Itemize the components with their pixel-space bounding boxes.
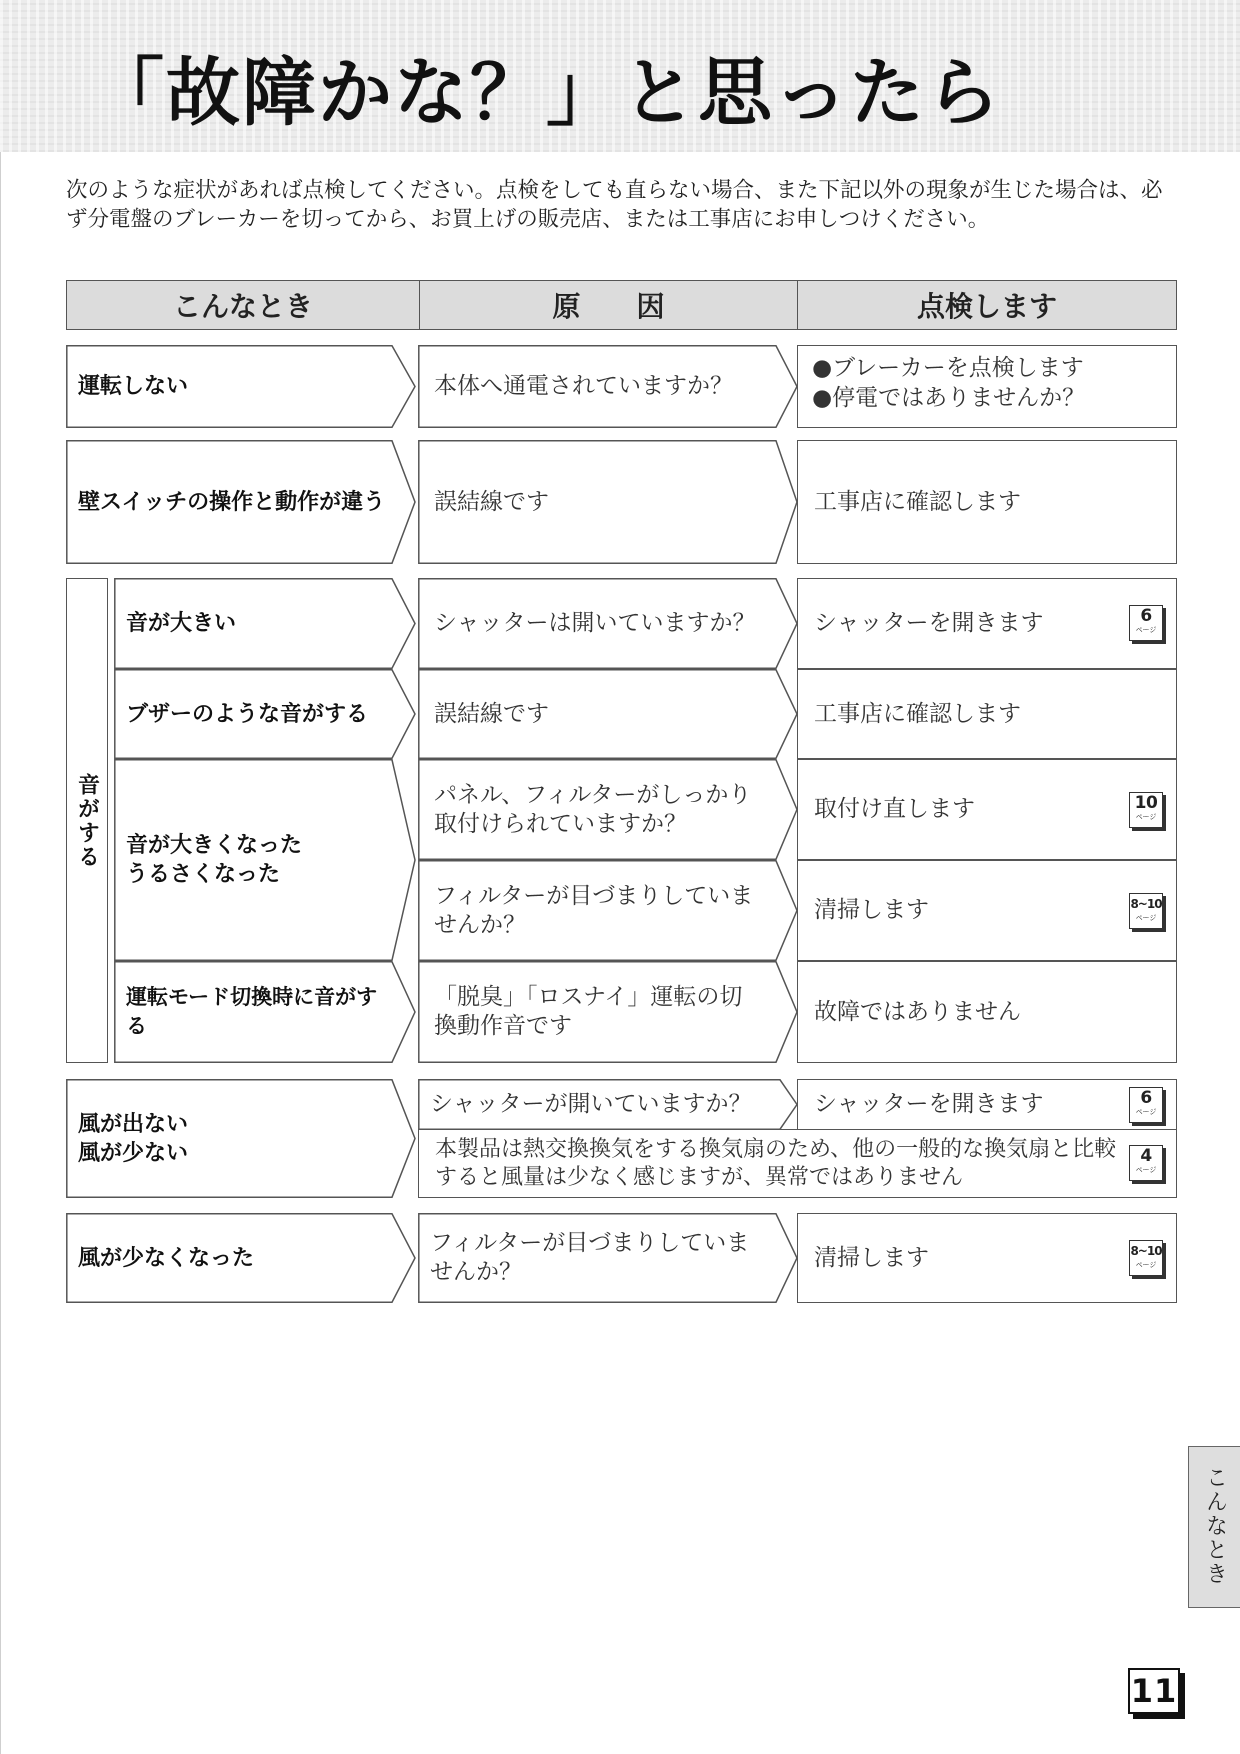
- cause-buzzer: 誤結線です: [418, 669, 798, 759]
- page-ref-badge: 6 ページ: [1129, 605, 1163, 641]
- symptom-less-wind: 風が少なくなった: [66, 1213, 416, 1303]
- check-no-wind: シャッターを開きます 6 ページ: [797, 1079, 1177, 1130]
- note-no-wind: 本製品は熱交換換気をする換気扇のため、他の一般的な換気扇と比較すると風量は少なく感じますが、異常ではありません 4 ページ: [418, 1129, 1177, 1198]
- symptom-mode-switch: 運転モード切換時に音がする: [114, 961, 416, 1063]
- symptom-loud: 音が大きい: [114, 578, 416, 669]
- side-index-tab-label: こんなとき: [1202, 1466, 1228, 1586]
- page-ref-badge: 8~10 ページ: [1129, 1240, 1163, 1276]
- cause-no-run: 本体へ通電されていますか？: [418, 345, 798, 428]
- check-buzzer: 工事店に確認します: [797, 669, 1177, 759]
- cause-louder-1: パネル、フィルターがしっかり取付けられていますか？: [418, 759, 798, 860]
- page-ref-badge: 6 ページ: [1129, 1087, 1163, 1123]
- cause-less-wind: フィルターが目づまりしていませんか？: [418, 1213, 798, 1303]
- check-less-wind: 清掃します 8~10 ページ: [797, 1213, 1177, 1303]
- side-index-tab: [1188, 1446, 1240, 1608]
- header-symptom: こんなとき: [66, 280, 420, 330]
- noise-group-label: 音がする: [74, 772, 100, 869]
- check-wall-switch: 工事店に確認します: [797, 440, 1177, 564]
- check-louder-2: 清掃します 8~10 ページ: [797, 860, 1177, 961]
- page-ref-badge: 8~10 ページ: [1129, 893, 1163, 929]
- cause-mode-switch: 「脱臭」「ロスナイ」運転の切換動作音です: [418, 961, 798, 1063]
- cause-louder-2: フィルターが目づまりしていませんか？: [418, 860, 798, 961]
- noise-group-label-box: [66, 578, 108, 1063]
- page-ref-badge: 4 ページ: [1129, 1145, 1163, 1181]
- cause-no-wind: シャッターが開いていますか？: [418, 1079, 798, 1130]
- check-no-run: ●ブレーカーを点検します ●停電ではありませんか？: [797, 345, 1177, 428]
- header-check: 点検します: [797, 280, 1177, 330]
- check-louder-1: 取付け直します 10 ページ: [797, 759, 1177, 860]
- intro-text: 次のような症状があれば点検してください。点検をしても直らない場合、また下記以外の現象が生じた場合は、必ず分電盤のブレーカーを切ってから、お買上げの販売店、または工事店にお申しつけください。: [66, 178, 1163, 232]
- cause-wall-switch: 誤結線です: [418, 440, 798, 564]
- page-title: 「故障かな？」と思ったら: [90, 50, 1002, 136]
- symptom-no-run: 運転しない: [66, 345, 416, 428]
- symptom-wall-switch: 壁スイッチの操作と動作が違う: [66, 440, 416, 564]
- symptom-no-wind: 風が出ない 風が少ない: [66, 1079, 416, 1198]
- cause-loud: シャッターは開いていますか？: [418, 578, 798, 669]
- header-cause: 原 因: [419, 280, 798, 330]
- page-ref-badge: 10 ページ: [1129, 792, 1163, 828]
- check-mode-switch: 故障ではありません: [797, 961, 1177, 1063]
- page-number: 11: [1128, 1668, 1180, 1714]
- check-loud: シャッターを開きます 6 ページ: [797, 578, 1177, 669]
- symptom-buzzer: ブザーのような音がする: [114, 669, 416, 759]
- page-edge: [0, 152, 1, 1754]
- symptom-louder: 音が大きくなった うるさくなった: [114, 759, 416, 961]
